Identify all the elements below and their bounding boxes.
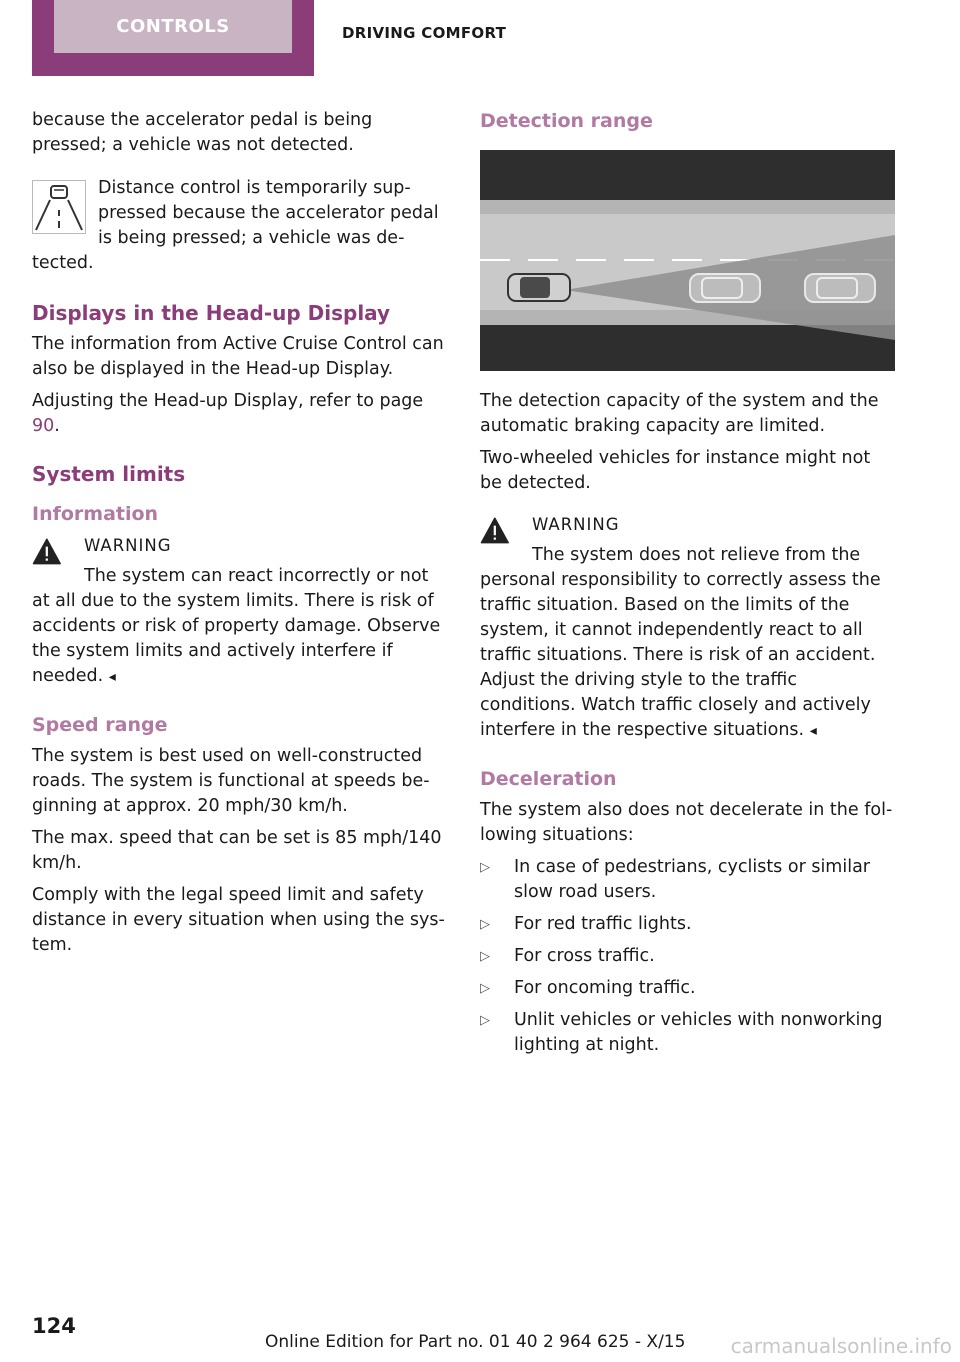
distance-control-suppressed-icon	[32, 180, 86, 234]
ego-car-icon	[508, 274, 570, 301]
warning-title: WARNING	[532, 515, 620, 534]
detected-car-icon	[690, 274, 760, 302]
warning-triangle-icon	[480, 516, 520, 556]
header-section-title: DRIVING COMFORT	[342, 24, 507, 42]
paragraph: because the accelerator pedal is being pressed; a vehicle was not detected.	[32, 110, 373, 155]
paragraph-page-ref: Adjusting the Head-up Display, refer to page 90.	[32, 391, 424, 436]
subheading-information: Information	[32, 503, 159, 525]
subheading-speed-range: Speed range	[32, 714, 168, 736]
bullet-triangle-icon: ▷	[480, 1013, 490, 1028]
warning-text: The system does not relieve from the personal responsibility to correctly assess the traffic situation. Based on the limits of the system, it cannot independently react to all traffic situations. There is risk of an accident. Adjust the driving style to the traffic conditions. Watch traffic closely and actively interfere in the respective situations. ◂	[480, 545, 881, 740]
paragraph: The max. speed that can be set is 85 mph/140 km/h.	[32, 828, 442, 873]
distance-control-note	[32, 176, 446, 276]
paragraph: Comply with the legal speed limit and safety distance in every situation when using the system.	[32, 885, 445, 955]
paragraph: Two-wheeled vehicles for instance might not be detected.	[480, 448, 871, 493]
header-tab-label: CONTROLS	[54, 0, 292, 53]
end-mark: ◂	[108, 669, 116, 685]
warning-text: The system can react incorrectly or not at all due to the system limits. There is risk of accidents or risk of property damage. Observe the system limits and actively interfere if needed. ◂	[32, 566, 441, 686]
list-item: ▷ Unlit vehicles or vehicles with nonworking lighting at night.	[480, 1010, 883, 1055]
paragraph: The system also does not decelerate in the following situations:	[480, 800, 893, 845]
end-mark: ◂	[809, 723, 817, 739]
section-heading-system-limits: System limits	[32, 462, 186, 486]
paragraph: The information from Active Cruise Control can also be displayed in the Head-up Display.	[32, 334, 444, 379]
subheading-deceleration: Deceleration	[480, 768, 617, 790]
bullet-triangle-icon: ▷	[480, 860, 490, 875]
detection-range-illustration	[480, 150, 895, 371]
bullet-triangle-icon: ▷	[480, 917, 490, 932]
warning-title: WARNING	[84, 536, 172, 555]
page-link-90[interactable]: 90	[32, 416, 55, 436]
paragraph: The system is best used on well-constructed roads. The system is functional at speeds beginning at approx. 20 mph/30 km/h.	[32, 746, 430, 816]
paragraph: Distance control is temporarily suppressed because the accelerator pedal is being pressed; a vehicle was detected.	[32, 178, 439, 273]
left-column	[32, 108, 446, 965]
bullet-triangle-icon: ▷	[480, 981, 490, 996]
list-item: ▷ For cross traffic.	[480, 944, 894, 969]
watermark: carmanualsonline.info	[730, 1334, 952, 1358]
section-heading-hud: Displays in the Head-up Display	[32, 301, 391, 325]
page-number: 124	[32, 1314, 76, 1338]
bullet-triangle-icon: ▷	[480, 949, 490, 964]
paragraph: The detection capacity of the system and the automatic braking capacity are limited.	[480, 391, 879, 436]
right-column	[480, 108, 894, 1065]
list-item: ▷ In case of pedestrians, cyclists or similar slow road users.	[480, 857, 870, 902]
warning-block	[480, 512, 894, 744]
warning-block	[32, 533, 446, 690]
detected-car-icon	[805, 274, 875, 302]
list-item: ▷ For oncoming traffic.	[480, 976, 894, 1001]
edition-line: Online Edition for Part no. 01 40 2 964 625 - X/15	[265, 1332, 686, 1352]
subheading-detection-range: Detection range	[480, 110, 653, 132]
deceleration-list	[480, 855, 894, 1058]
warning-triangle-icon	[32, 537, 72, 577]
header-tab	[32, 0, 314, 76]
list-item: ▷ For red traffic lights.	[480, 912, 894, 937]
